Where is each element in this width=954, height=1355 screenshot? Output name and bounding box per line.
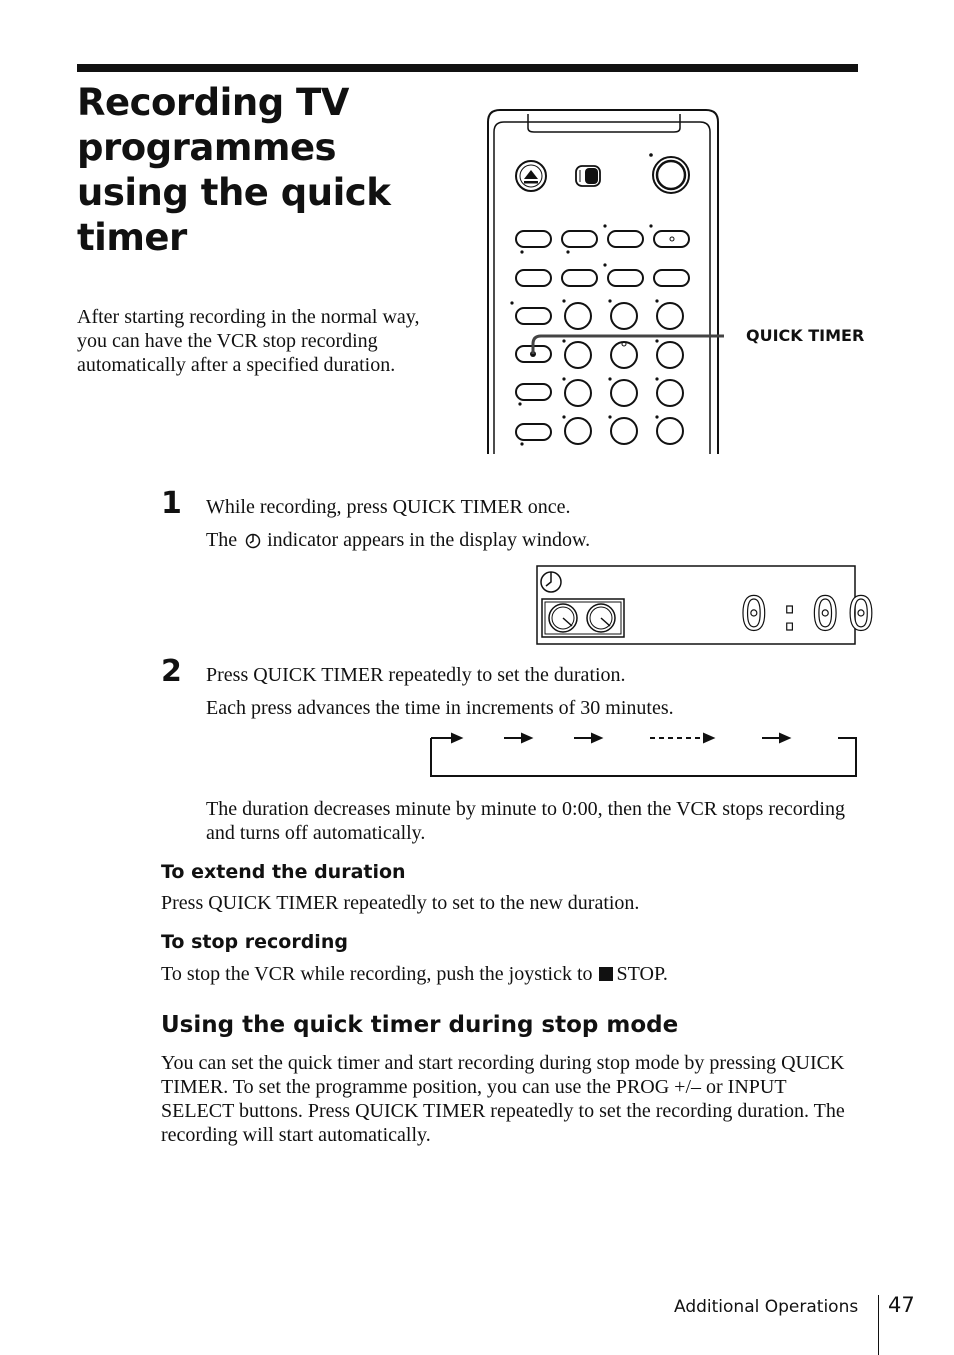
eject-button-icon xyxy=(516,161,546,191)
quick-timer-callout-label: QUICK TIMER xyxy=(746,326,865,345)
step-1-indicator-line xyxy=(206,528,590,552)
cassette-icon xyxy=(542,599,624,637)
remote-control-illustration xyxy=(484,104,724,456)
stop-mode-paragraph: You can set the quick timer and start recording during stop mode by pressing QUICK TIMER. To set the programme position, you can use the PROG +/– or INPUT SELECT buttons. Press QUICK TIMER repeatedly to set the recording duration. The recording will start automatically. xyxy=(161,1052,845,1146)
display-time-readout: 0:00 xyxy=(740,587,883,641)
extend-duration-heading: To extend the duration xyxy=(161,861,406,883)
step-2-increment-text: Each press advances the time in increments of 30 minutes. xyxy=(206,697,674,719)
step-1-text: While recording, press QUICK TIMER once. xyxy=(206,496,571,518)
stop-recording-line xyxy=(161,962,668,986)
power-button-icon xyxy=(649,153,689,193)
step-1-indicator-pre: The xyxy=(206,529,238,551)
page-title: Recording TV programmes using the quick timer xyxy=(77,81,391,259)
intro-paragraph: After starting recording in the normal way, you can have the VCR stop recording automatically after a specified duration. xyxy=(77,306,420,376)
stop-recording-text-post: STOP. xyxy=(616,963,668,985)
step-1-number: 1 xyxy=(161,486,182,521)
vcr-display-window xyxy=(536,565,883,645)
stop-recording-heading: To stop recording xyxy=(161,931,348,953)
stop-mode-heading: Using the quick timer during stop mode xyxy=(161,1012,679,1038)
quick-timer-clock-icon xyxy=(245,533,261,549)
stop-square-icon xyxy=(599,967,613,981)
extend-duration-text: Press QUICK TIMER repeatedly to set to the new duration. xyxy=(161,892,640,914)
step-1-indicator-post: indicator appears in the display window. xyxy=(267,529,591,551)
stop-recording-text-pre: To stop the VCR while recording, push the joystick to xyxy=(161,963,593,985)
mode-switch-icon xyxy=(576,166,600,186)
footer-section-label: Additional Operations xyxy=(674,1297,859,1317)
step-2-number: 2 xyxy=(161,654,182,689)
page-number: 47 xyxy=(888,1293,915,1317)
step-2-countdown-text: The duration decreases minute by minute to 0:00, then the VCR stops recording and turns off automatically. xyxy=(206,798,845,844)
top-rule xyxy=(77,64,858,72)
footer-divider xyxy=(878,1295,879,1355)
duration-sequence-diagram xyxy=(428,728,860,780)
display-clock-icon xyxy=(541,572,561,592)
step-2-text: Press QUICK TIMER repeatedly to set the duration. xyxy=(206,664,626,686)
